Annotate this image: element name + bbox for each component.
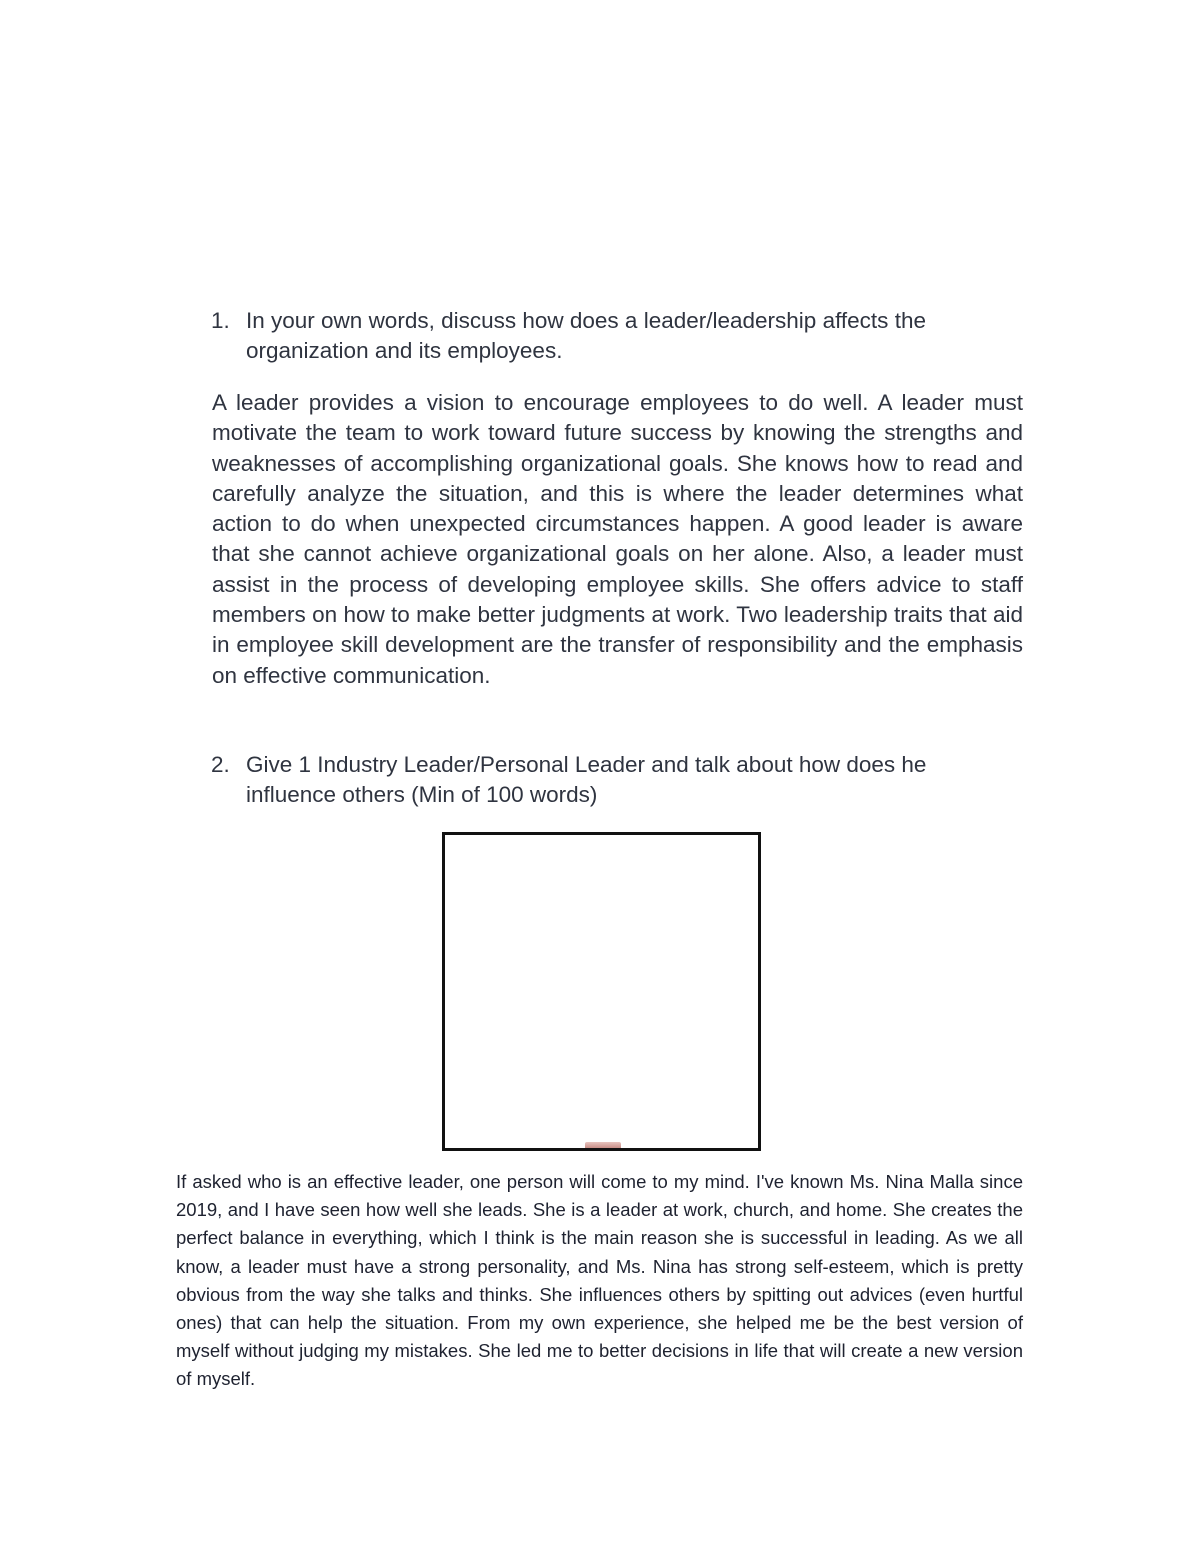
leader-photo-frame (442, 832, 761, 1151)
question-1 (211, 306, 971, 366)
leader-photo-image (585, 1142, 621, 1148)
answer-2-paragraph: If asked who is an effective leader, one person will come to my mind. I've known Ms. Nina Malla since 2019, and I have seen how well she leads. She is a leader at work, church, and home. She creates the perfect balance in everything, which I think is the main reason she is successful in leading. As we all know, a leader must have a strong personality, and Ms. Nina has strong self-esteem, which is pretty obvious from the way she talks and thinks. She influences others by spitting out advices (even hurtful ones) that can help the situation. From my own experience, she helped me be the best version of myself without judging my mistakes. She led me to better decisions in life that will create a new version of myself. (176, 1171, 1023, 1390)
answer-1-paragraph: A leader provides a vision to encourage employees to do well. A leader must motivate the team to work toward future success by knowing the strengths and weaknesses of accomplishing organizational goals. She knows how to read and carefully analyze the situation, and this is where the leader determines what action to do when unexpected circumstances happen. A good leader is aware that she cannot achieve organizational goals on her alone. Also, a leader must assist in the process of developing employee skills. She offers advice to staff members on how to make better judgments at work. Two leadership traits that aid in employee skill development are the transfer of responsibility and the emphasis on effective communication. (212, 390, 1023, 688)
question-text: In your own words, discuss how does a leader/leadership affects the organization and its employees. (246, 308, 926, 363)
question-text: Give 1 Industry Leader/Personal Leader and talk about how does he influence others (Min of 100 words) (246, 752, 927, 807)
question-number: 1. (211, 308, 230, 333)
question-number: 2. (211, 752, 230, 777)
question-2 (211, 750, 971, 810)
